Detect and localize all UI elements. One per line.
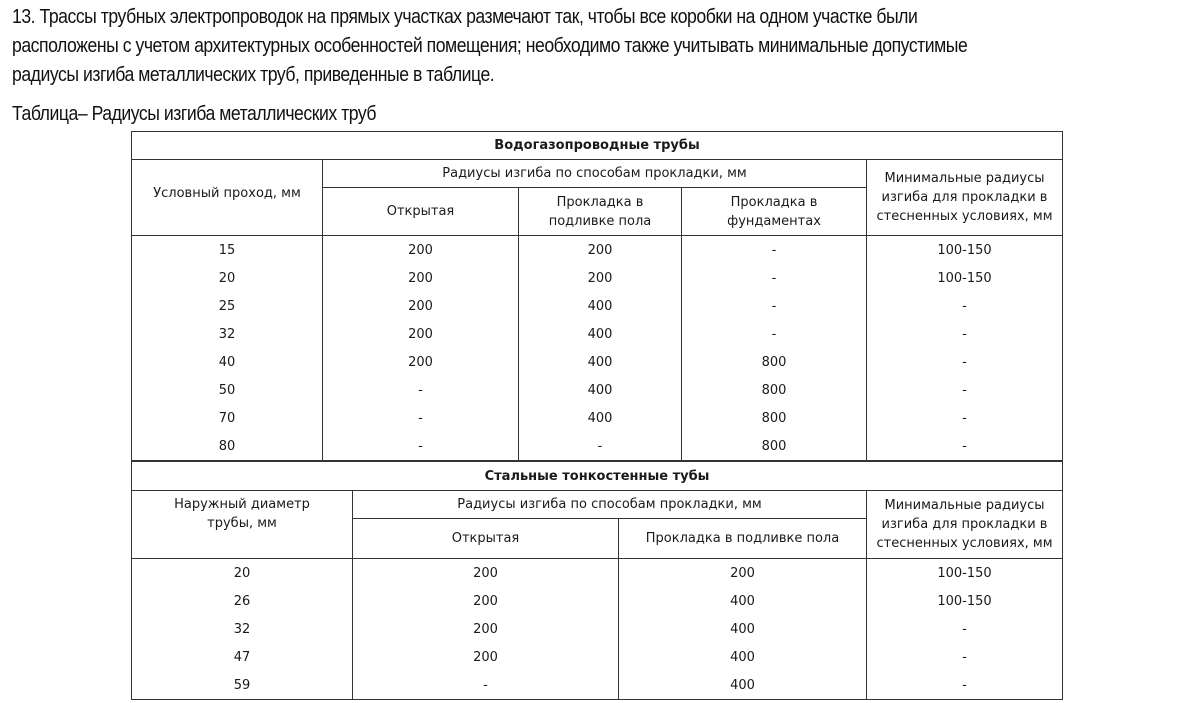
header-floor-screed: Прокладка в подливке пола — [619, 519, 867, 559]
table-cell: 200 — [353, 643, 619, 671]
section-title-thin-wall: Стальные тонкостенные тубы — [132, 462, 1063, 491]
table-cell: - — [867, 643, 1063, 671]
table-cell: - — [519, 432, 682, 461]
table-cell: - — [353, 671, 619, 700]
table-cell: 400 — [519, 404, 682, 432]
table-cell: 15 — [132, 236, 323, 265]
table-row — [132, 671, 1063, 700]
table-cell: 200 — [323, 348, 519, 376]
table-cell: 200 — [323, 236, 519, 265]
table-cell: 200 — [519, 236, 682, 265]
table-cell: 32 — [132, 615, 353, 643]
table-cell: - — [867, 292, 1063, 320]
table-row — [132, 432, 1063, 461]
table-water-gas-pipes — [131, 131, 1063, 461]
table-cell: 800 — [682, 432, 867, 461]
table-cell: 400 — [519, 348, 682, 376]
table-cell: 200 — [353, 615, 619, 643]
table-cell: 47 — [132, 643, 353, 671]
table-cell: 800 — [682, 376, 867, 404]
table-cell: - — [867, 615, 1063, 643]
table-cell: 200 — [353, 559, 619, 588]
table-cell: 200 — [323, 292, 519, 320]
table-row — [132, 236, 1063, 265]
table-cell: 70 — [132, 404, 323, 432]
paragraph-13 — [12, 2, 1027, 89]
table-cell: 80 — [132, 432, 323, 461]
paragraph-line: 13. Трассы трубных электропроводок на прямых участках размечают так, чтобы все коробки на одном участке были — [12, 5, 918, 28]
paragraph-line: расположены с учетом архитектурных особенностей помещения; необходимо также учитывать минимальные допустимые — [12, 34, 968, 57]
table-row — [132, 348, 1063, 376]
table-cell: - — [867, 432, 1063, 461]
table-cell: - — [323, 404, 519, 432]
table-cell: 800 — [682, 348, 867, 376]
table-row — [132, 292, 1063, 320]
table1-body — [132, 236, 1063, 461]
table-cell: 100-150 — [867, 587, 1063, 615]
table-cell: 400 — [619, 643, 867, 671]
table-row — [132, 404, 1063, 432]
table-cell: - — [682, 320, 867, 348]
table-row — [132, 587, 1063, 615]
table-cell: 100-150 — [867, 559, 1063, 588]
table-row — [132, 559, 1063, 588]
table-cell: 100-150 — [867, 236, 1063, 265]
table-cell: - — [682, 236, 867, 265]
header-floor-screed: Прокладка в подливке пола — [519, 188, 682, 236]
table-cell: 400 — [519, 320, 682, 348]
table-cell: - — [867, 320, 1063, 348]
table-cell: 400 — [619, 587, 867, 615]
table-cell: - — [682, 264, 867, 292]
table-cell: 200 — [323, 320, 519, 348]
table-row — [132, 615, 1063, 643]
table-cell: - — [323, 432, 519, 461]
paragraph-line: радиусы изгиба металлических труб, приведенные в таблице. — [12, 63, 495, 86]
header-nominal-bore: Условный проход, мм — [132, 160, 323, 236]
table-row — [132, 643, 1063, 671]
header-min-radii: Минимальные радиусы изгиба для прокладки в стесненных условиях, мм — [867, 160, 1063, 236]
table-row — [132, 320, 1063, 348]
table-cell: - — [682, 292, 867, 320]
table-cell: 100-150 — [867, 264, 1063, 292]
table-cell: 40 — [132, 348, 323, 376]
table-cell: 26 — [132, 587, 353, 615]
header-bend-radii-group: Радиусы изгиба по способам прокладки, мм — [353, 491, 867, 519]
header-bend-radii-group: Радиусы изгиба по способам прокладки, мм — [323, 160, 867, 188]
table-cell: 400 — [519, 292, 682, 320]
table-caption: Таблица– Радиусы изгиба металлических труб — [12, 102, 377, 125]
table-cell: 50 — [132, 376, 323, 404]
section-title-water-gas: Водогазопроводные трубы — [132, 132, 1063, 160]
table-cell: 800 — [682, 404, 867, 432]
header-outer-diameter: Наружный диаметр трубы, мм — [132, 491, 353, 559]
table-cell: 200 — [323, 264, 519, 292]
table-cell: 32 — [132, 320, 323, 348]
table-cell: 200 — [519, 264, 682, 292]
table-cell: - — [867, 671, 1063, 700]
table-cell: 400 — [519, 376, 682, 404]
table-cell: - — [867, 404, 1063, 432]
header-open: Открытая — [353, 519, 619, 559]
header-foundation: Прокладка в фундаментах — [682, 188, 867, 236]
table-row — [132, 264, 1063, 292]
table-cell: 59 — [132, 671, 353, 700]
table-cell: - — [867, 376, 1063, 404]
table-cell: 400 — [619, 615, 867, 643]
table-cell: - — [867, 348, 1063, 376]
table-cell: 200 — [353, 587, 619, 615]
table-cell: 200 — [619, 559, 867, 588]
header-open: Открытая — [323, 188, 519, 236]
table-thin-wall-steel-pipes — [131, 461, 1063, 700]
table-cell: 20 — [132, 264, 323, 292]
table-cell: 25 — [132, 292, 323, 320]
table-cell: 20 — [132, 559, 353, 588]
table-cell: - — [323, 376, 519, 404]
table2-body — [132, 559, 1063, 700]
header-min-radii: Минимальные радиусы изгиба для прокладки в стесненных условиях, мм — [867, 491, 1063, 559]
table-cell: 400 — [619, 671, 867, 700]
table-row — [132, 376, 1063, 404]
